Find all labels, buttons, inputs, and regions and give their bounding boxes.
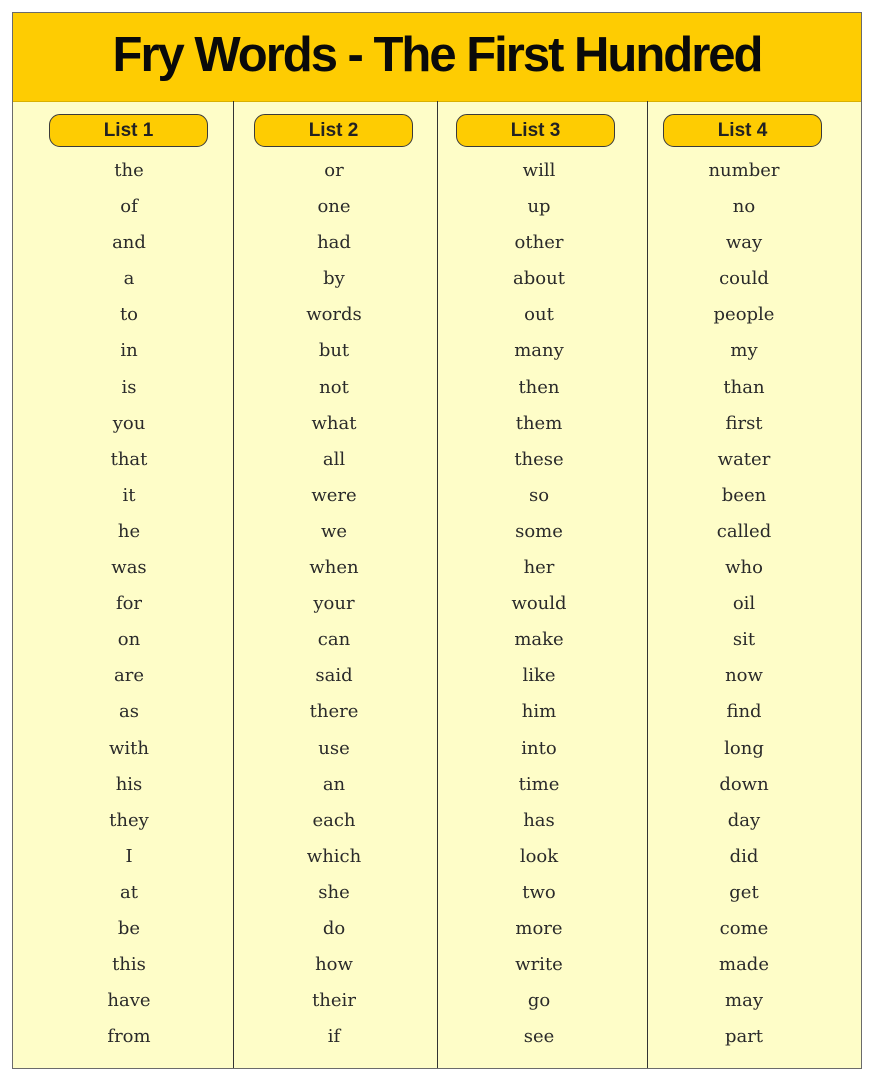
word-item: long [724,737,764,759]
word-item: get [729,881,759,903]
word-item: about [513,268,565,290]
word-item: sit [732,629,756,651]
word-item: other [514,232,564,254]
word-item: that [110,448,148,470]
word-item: would [511,593,567,615]
word-item: but [318,340,350,362]
word-item: first [725,412,763,434]
word-item: by [323,268,345,290]
word-item: part [724,1026,764,1048]
word-item: many [514,340,564,362]
word-item: two [522,881,556,903]
word-item: with [109,737,149,759]
word-item: a [123,268,135,290]
word-item: see [523,1026,555,1048]
word-item: not [319,376,349,398]
list-2-header: List 2 [254,114,413,147]
word-item: way [725,232,763,254]
word-item: oil [732,593,756,615]
word-columns [13,101,861,1068]
word-item: up [527,196,551,218]
list-4-words [648,159,840,1061]
word-item: and [112,232,146,254]
word-item: there [309,701,359,723]
list-2-words [234,159,434,1061]
word-item: called [716,520,772,542]
word-item: for [115,593,143,615]
word-item: water [717,448,771,470]
word-item: her [523,557,555,579]
word-item: been [721,484,767,506]
word-item: his [115,773,143,795]
word-item: on [117,629,141,651]
word-item: may [725,990,763,1012]
word-item: it [122,484,136,506]
word-item: she [318,881,350,903]
column-list-4 [648,101,861,1068]
word-item: each [312,809,356,831]
word-item: we [320,520,348,542]
word-item: who [725,557,763,579]
word-item: if [327,1026,341,1048]
word-item: in [120,340,138,362]
word-item: people [713,304,775,326]
word-item: him [521,701,557,723]
word-item: down [719,773,769,795]
word-item: go [527,990,551,1012]
list-1-words [13,159,245,1061]
word-item: this [112,954,146,976]
word-item: some [515,520,563,542]
word-item: number [708,160,780,181]
word-item: their [312,990,356,1012]
page-title: Fry Words - The First Hundred [112,28,762,82]
word-item: will [522,160,556,181]
word-item: these [514,448,564,470]
column-list-1 [13,101,234,1068]
column-list-2 [234,101,438,1068]
word-item: had [317,232,351,254]
word-item: of [120,196,138,218]
word-item: at [120,881,138,903]
word-item: did [729,845,759,867]
word-item: was [111,557,147,579]
word-item: like [522,665,556,687]
word-item: now [725,665,763,687]
word-item: all [322,448,346,470]
word-item: you [112,412,146,434]
word-item: to [119,304,139,326]
word-item: they [109,809,149,831]
word-item: them [515,412,563,434]
word-item: be [117,917,141,939]
word-item: could [719,268,769,290]
word-item: he [117,520,141,542]
word-item: have [107,990,151,1012]
word-item: were [311,484,357,506]
word-item: then [518,376,560,398]
word-list-sheet [12,12,862,1069]
word-item: which [306,845,362,867]
word-item: use [318,737,350,759]
word-item: can [317,629,351,651]
list-1-header: List 1 [49,114,208,147]
word-item: into [521,737,557,759]
word-item: more [515,917,563,939]
word-item: write [515,954,563,976]
word-item: come [719,917,769,939]
word-item: from [107,1026,151,1048]
word-item: how [315,954,353,976]
word-item: is [121,376,137,398]
word-item: when [309,557,359,579]
column-list-3 [438,101,648,1068]
word-item: or [324,160,344,181]
word-item: words [306,304,362,326]
word-item: my [730,340,758,362]
word-item: has [523,809,555,831]
word-item: one [317,196,351,218]
word-item: make [514,629,564,651]
list-3-words [438,159,640,1061]
word-item: do [322,917,346,939]
list-3-header: List 3 [456,114,615,147]
word-item: out [524,304,554,326]
word-item: day [727,809,761,831]
word-item: are [114,665,144,687]
word-item: what [311,412,357,434]
word-item: I [125,845,133,867]
word-item: as [119,701,139,723]
word-item: than [723,376,765,398]
word-item: time [518,773,560,795]
word-item: find [726,701,762,723]
list-4-header: List 4 [663,114,822,147]
word-item: so [528,484,550,506]
word-item: your [313,593,355,615]
word-item: look [519,845,559,867]
word-item: the [114,160,144,181]
word-item: an [322,773,346,795]
title-bar [13,13,861,102]
word-item: made [719,954,769,976]
word-item: no [732,196,756,218]
word-item: said [315,665,353,687]
